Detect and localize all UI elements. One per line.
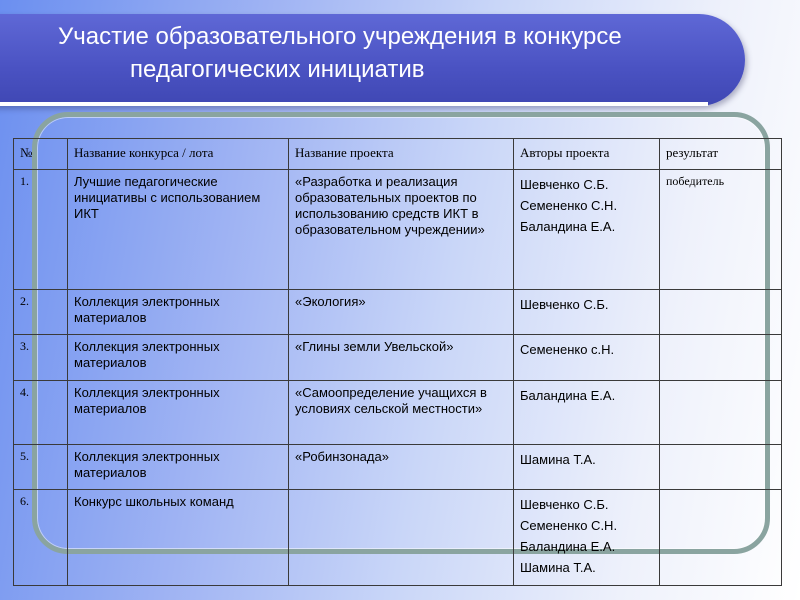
table-header-row (14, 139, 782, 170)
slide-title (58, 20, 758, 86)
author-name: Семененко С.Н. (520, 518, 618, 533)
row-number: 4. (14, 381, 68, 445)
table-row (14, 170, 782, 290)
author-name: Семененко с.Н. (520, 342, 615, 357)
table-row (14, 290, 782, 335)
competition-name: Лучшие педагогические инициативы с использованием ИКТ (68, 170, 289, 290)
competition-name: Коллекция электронных материалов (68, 445, 289, 490)
result: победитель (660, 170, 782, 290)
author-name: Шевченко С.Б. (520, 297, 609, 312)
table-row (14, 335, 782, 381)
author-name: Шамина Т.А. (520, 560, 596, 575)
row-number: 1. (14, 170, 68, 290)
header-number: № (14, 139, 68, 170)
author-name: Шевченко С.Б. (520, 177, 609, 192)
slide-title-line1: Участие образовательного учреждения в конкурсе (58, 23, 622, 50)
header-authors: Авторы проекта (514, 139, 660, 170)
project-name: «Экология» (289, 290, 514, 335)
project-authors (514, 170, 660, 290)
result (660, 445, 782, 490)
author-name: Шевченко С.Б. (520, 497, 609, 512)
header-competition: Название конкурса / лота (68, 139, 289, 170)
competition-name: Коллекция электронных материалов (68, 381, 289, 445)
result (660, 381, 782, 445)
header-project: Название проекта (289, 139, 514, 170)
title-underline (0, 102, 708, 106)
project-authors (514, 490, 660, 586)
project-authors (514, 335, 660, 381)
competition-name: Конкурс школьных команд (68, 490, 289, 586)
header-result: результат (660, 139, 782, 170)
project-name: «Самоопределение учащихся в условиях сельской местности» (289, 381, 514, 445)
competition-name: Коллекция электронных материалов (68, 335, 289, 381)
author-name: Шамина Т.А. (520, 452, 596, 467)
row-number: 2. (14, 290, 68, 335)
result (660, 490, 782, 586)
table-row (14, 445, 782, 490)
project-authors (514, 290, 660, 335)
project-name: «Глины земли Увельской» (289, 335, 514, 381)
author-name: Баландина Е.А. (520, 539, 616, 554)
author-name: Баландина Е.А. (520, 388, 616, 403)
table-row (14, 381, 782, 445)
table-row (14, 490, 782, 586)
competition-table (13, 138, 782, 586)
author-name: Баландина Е.А. (520, 219, 616, 234)
project-authors (514, 445, 660, 490)
result (660, 290, 782, 335)
project-name: «Робинзонада» (289, 445, 514, 490)
row-number: 6. (14, 490, 68, 586)
project-authors (514, 381, 660, 445)
competition-name: Коллекция электронных материалов (68, 290, 289, 335)
row-number: 3. (14, 335, 68, 381)
slide-title-line2: педагогических инициатив (130, 56, 425, 83)
project-name (289, 490, 514, 586)
result (660, 335, 782, 381)
author-name: Семененко С.Н. (520, 198, 618, 213)
project-name: «Разработка и реализация образовательных проектов по использованию средств ИКТ в образовательном учреждении» (289, 170, 514, 290)
row-number: 5. (14, 445, 68, 490)
